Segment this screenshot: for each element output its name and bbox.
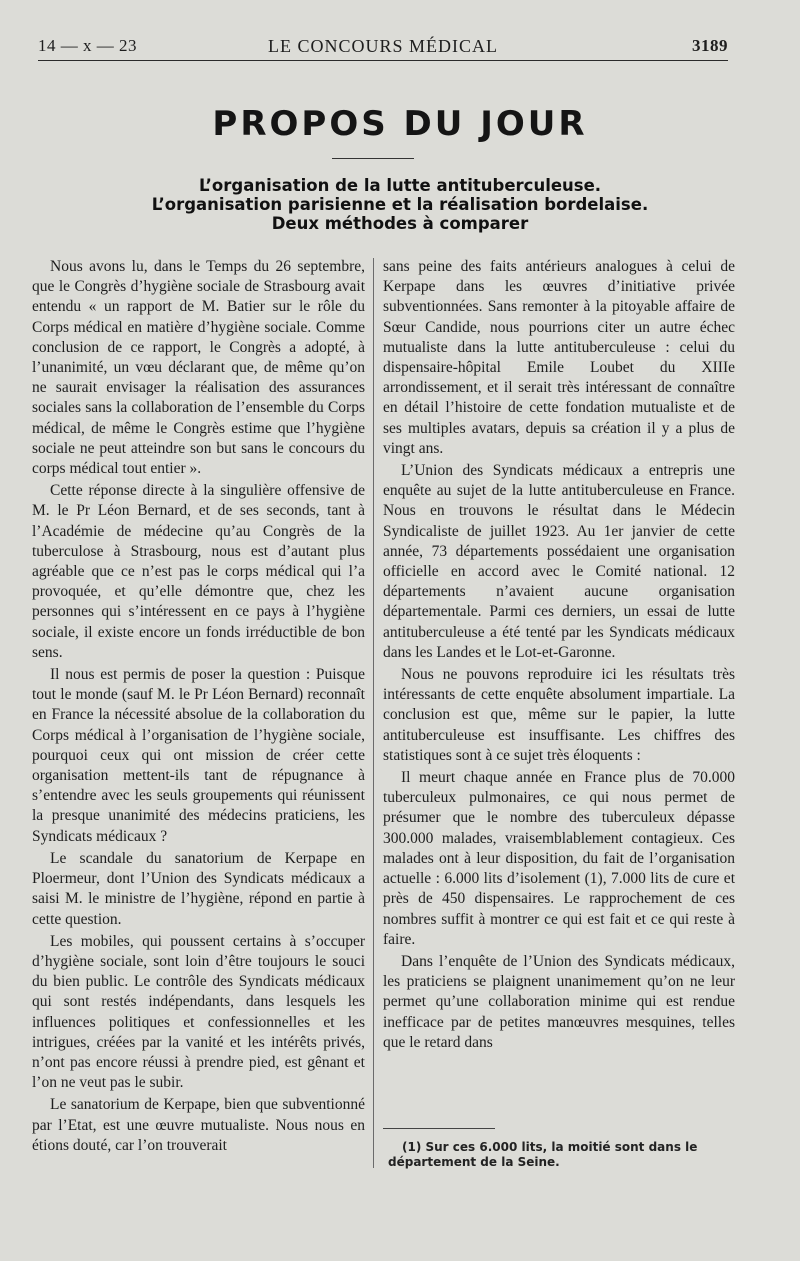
paragraph: Nous ne pouvons reproduire ici les résultats très intéressants de cette enquête absolument impartiale. La conclusion est que, même sur le papier, la lutte antituberculeuse est insuffisante. Les chiffres des statistiques sont à ce sujet très éloquents : xyxy=(383,666,735,764)
title-rule xyxy=(332,158,414,159)
header-issue-date: 14 — x — 23 xyxy=(38,36,137,55)
paragraph: Il nous est permis de poser la question : Puisque tout le monde (sauf M. le Pr Léon Bernard) reconnaît en France la nécessité absolue de la collaboration du Corps médical à l’organisation de l’hygiène sociale, pourquoi ceux qui ont mission de créer cette organisation mettent-ils tant de répugnance à s’entendre avec les seuls groupements qui réunissent la presque unanimité des médecins praticiens, les Syndicats médicaux ? xyxy=(32,666,365,845)
header-journal-title: LE CONCOURS MÉDICAL xyxy=(267,36,498,56)
left-column xyxy=(32,257,365,1156)
headline-line-3: Deux méthodes à comparer xyxy=(271,214,529,233)
right-column xyxy=(383,257,735,1053)
paragraph: sans peine des faits antérieurs analogues à celui de Kerpape dans les œuvres d’initiative privée subventionnées. Sans remonter à la pitoyable affaire de Sœur Candide, nous pourrions citer un autre échec mutualiste dans la lutte antituberculeuse : celui du dispensaire-hôpital Emile Loubet du XIIIe arrondissement, et il serait très intéressant de connaître en détail l’histoire de cette fondation mutualiste et de ses multiples avatars, depuis sa création il y a plus de vingt ans. xyxy=(383,258,735,457)
section-title: PROPOS DU JOUR xyxy=(212,104,588,144)
paragraph: Cette réponse directe à la singulière offensive de M. le Pr Léon Bernard, et de ses seconds, tant à l’Académie de médecine qu’au Congrès de la tuberculose à Strasbourg, nous est d’autant plus agréable que ce n’est pas le corps médical qui l’a provoquée, et qu’elle démontre que, chez les personnes qui s’intéressent en ce pays à l’hygiène sociale, il existe encore un fonds irréductible de bon sens. xyxy=(32,482,365,661)
header-page-number: 3189 xyxy=(692,36,728,55)
footnote: (1) Sur ces 6.000 lits, la moitié sont dans le département de la Seine. xyxy=(388,1140,698,1169)
paragraph: Le scandale du sanatorium de Kerpape en Ploermeur, dont l’Union des Syndicats médicaux a saisi M. le ministre de l’hygiène, répond en partie à cette question. xyxy=(32,849,365,928)
paragraph: Nous avons lu, dans le Temps du 26 septembre, que le Congrès d’hygiène sociale de Strasbourg avait entendu « un rapport de M. Batier sur le rôle du Corps médical en matière d’hygiène sociale. Comme conclusion de ce rapport, le Congrès a adopté, à l’unanimité, un vœu déclarant que, de même qu’on ne saurait envisager la réalisation des assurances sociales sans la collaboration de l’ensemble du Corps médical, de même le Congrès estime que l’hygiène sociale ne peut atteindre son but sans le concours du corps médical tout entier ». xyxy=(32,258,365,478)
paragraph: Les mobiles, qui poussent certains à s’occuper d’hygiène sociale, sont loin d’être toujours le souci du bien public. Le contrôle des Syndicats médicaux qui sont restés indépendants, dans lesquels les influences politiques et confessionnelles et les intrigues, créées par la vanité et les intérêts privés, n’ont pas encore réussi à prendre pied, est gênant et l’on ne veut pas le subir. xyxy=(32,932,365,1092)
paragraph: Dans l’enquête de l’Union des Syndicats médicaux, les praticiens se plaignent unanimement qu’on ne leur permet qu’une collaboration minime qui est rendue inefficace par de petites manœuvres mesquines, telles que le retard dans xyxy=(383,952,735,1051)
paragraph: Le sanatorium de Kerpape, bien que subventionné par l’Etat, est une œuvre mutualiste. Nous nous en étions douté, car l’on trouverait xyxy=(32,1096,365,1154)
running-header xyxy=(38,34,728,61)
headline-line-1: L’organisation de la lutte antituberculeuse. xyxy=(198,176,602,195)
paragraph: L’Union des Syndicats médicaux a entrepris une enquête au sujet de la lutte antituberculeuse en France. Nous en trouvons le résultat dans le Médecin Syndicaliste de juillet 1923. Au 1er janvier de cette année, 73 départements possédaient une organisation officielle en accord avec le Comité national. 12 départements n’avaient aucune organisation départementale. Parmi ces derniers, un essai de lutte antituberculeuse a été tenté par les Syndicats médicaux dans les Landes et le Lot-et-Garonne. xyxy=(383,462,735,661)
paragraph: Il meurt chaque année en France plus de 70.000 tuberculeux pulmonaires, ce qui nous permet de présumer que le nombre des tuberculeux dépasse 300.000 malades, vraisemblablement contagieux. Ces malades ont à leur disposition, du fait de l’organisation actuelle : 6.000 lits d’isolement (1), 7.000 lits de cure et près de 450 dispensaires. Le rapprochement de ces nombres suffit à montrer ce qui est fait et ce qui reste à faire. xyxy=(383,769,735,948)
footnote-rule xyxy=(383,1128,495,1129)
headline-line-2: L’organisation parisienne et la réalisation bordelaise. xyxy=(151,195,649,214)
column-divider xyxy=(373,258,374,1168)
article-headline xyxy=(60,176,740,233)
